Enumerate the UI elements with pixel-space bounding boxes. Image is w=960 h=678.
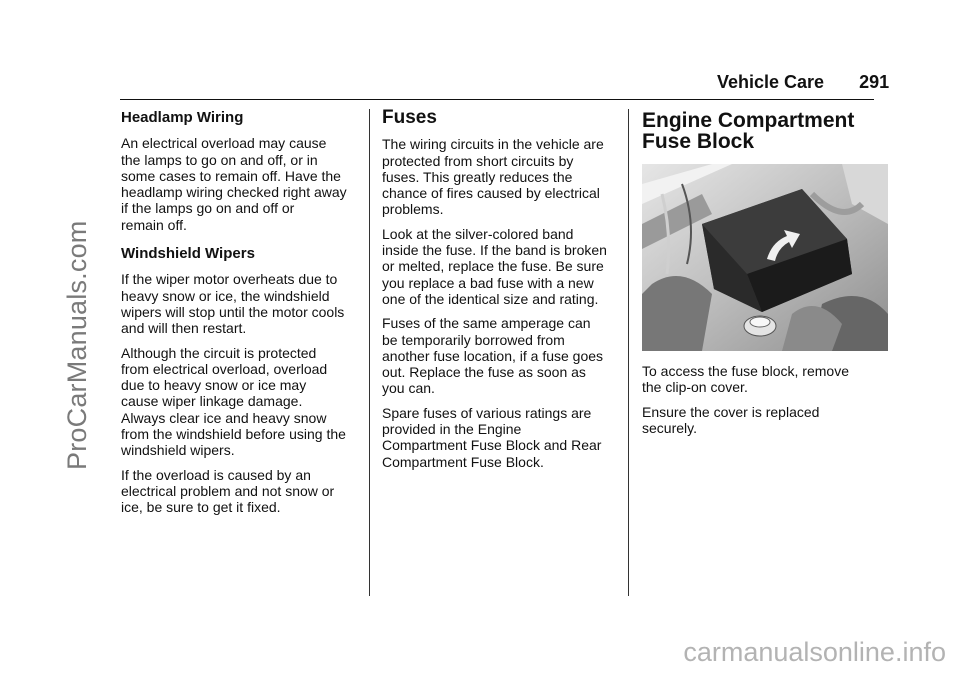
- column-divider-1: [369, 109, 370, 596]
- fuses-text-2: Look at the silver-colored band inside the fuse. If the band is broken or melted, replace the fuse. Be sure you replace a bad fuse with a new one of the identical size and rating.: [382, 225, 607, 307]
- wipers-text-2: Although the circuit is protected from electrical overload, overload due to heavy snow or ice may cause wiper linkage damage. Always clear ice and heavy snow from the windshield before using the windshield wipers.: [121, 344, 346, 459]
- column-1: [121, 110, 361, 524]
- engine-fuse-block-heading: Engine Compartment Fuse Block: [642, 109, 855, 153]
- fuses-heading: Fuses: [382, 107, 437, 128]
- column-3: [642, 110, 888, 444]
- fuse-block-text-1: To access the fuse block, remove the clip-on cover.: [642, 363, 849, 396]
- fuses-text-3: Fuses of the same amperage can be temporarily borrowed from another fuse location, if a fuse goes out. Replace the fuse as soon as you can.: [382, 315, 604, 397]
- fuses-text-4: Spare fuses of various ratings are provided in the Engine Compartment Fuse Block and Rear Compartment Fuse Block.: [382, 404, 602, 470]
- engine-fuse-block-photo: [642, 164, 888, 351]
- wipers-text-3: If the overload is caused by an electrical problem and not snow or ice, be sure to get it fixed.: [121, 466, 335, 516]
- header-rule: [120, 99, 874, 100]
- headlamp-wiring-text: An electrical overload may cause the lamps to go on and off, or in some cases to remain off. Have the headlamp wiring checked right away if the lamps go on and off or remain off.: [121, 135, 347, 233]
- section-title: Vehicle Care: [717, 72, 825, 92]
- bottom-watermark: carmanualsonline.info: [683, 637, 946, 667]
- column-divider-2: [628, 109, 629, 596]
- column-2: [382, 107, 622, 478]
- side-watermark: ProCarManuals.com: [62, 220, 92, 470]
- page-header: [717, 72, 889, 93]
- fuse-block-cover-illustration: [642, 164, 888, 351]
- wipers-text-1: If the wiper motor overheats due to heavy snow or ice, the windshield wipers will stop until the motor cools and will then restart.: [121, 271, 345, 337]
- headlamp-wiring-heading: Headlamp Wiring: [121, 109, 244, 126]
- fuses-text-1: The wiring circuits in the vehicle are protected from short circuits by fuses. This greatly reduces the chance of fires caused by electrical problems.: [382, 136, 604, 218]
- windshield-wipers-heading: Windshield Wipers: [121, 245, 255, 263]
- page-number: 291: [859, 72, 890, 92]
- fuse-block-text-2: Ensure the cover is replaced securely.: [642, 403, 820, 436]
